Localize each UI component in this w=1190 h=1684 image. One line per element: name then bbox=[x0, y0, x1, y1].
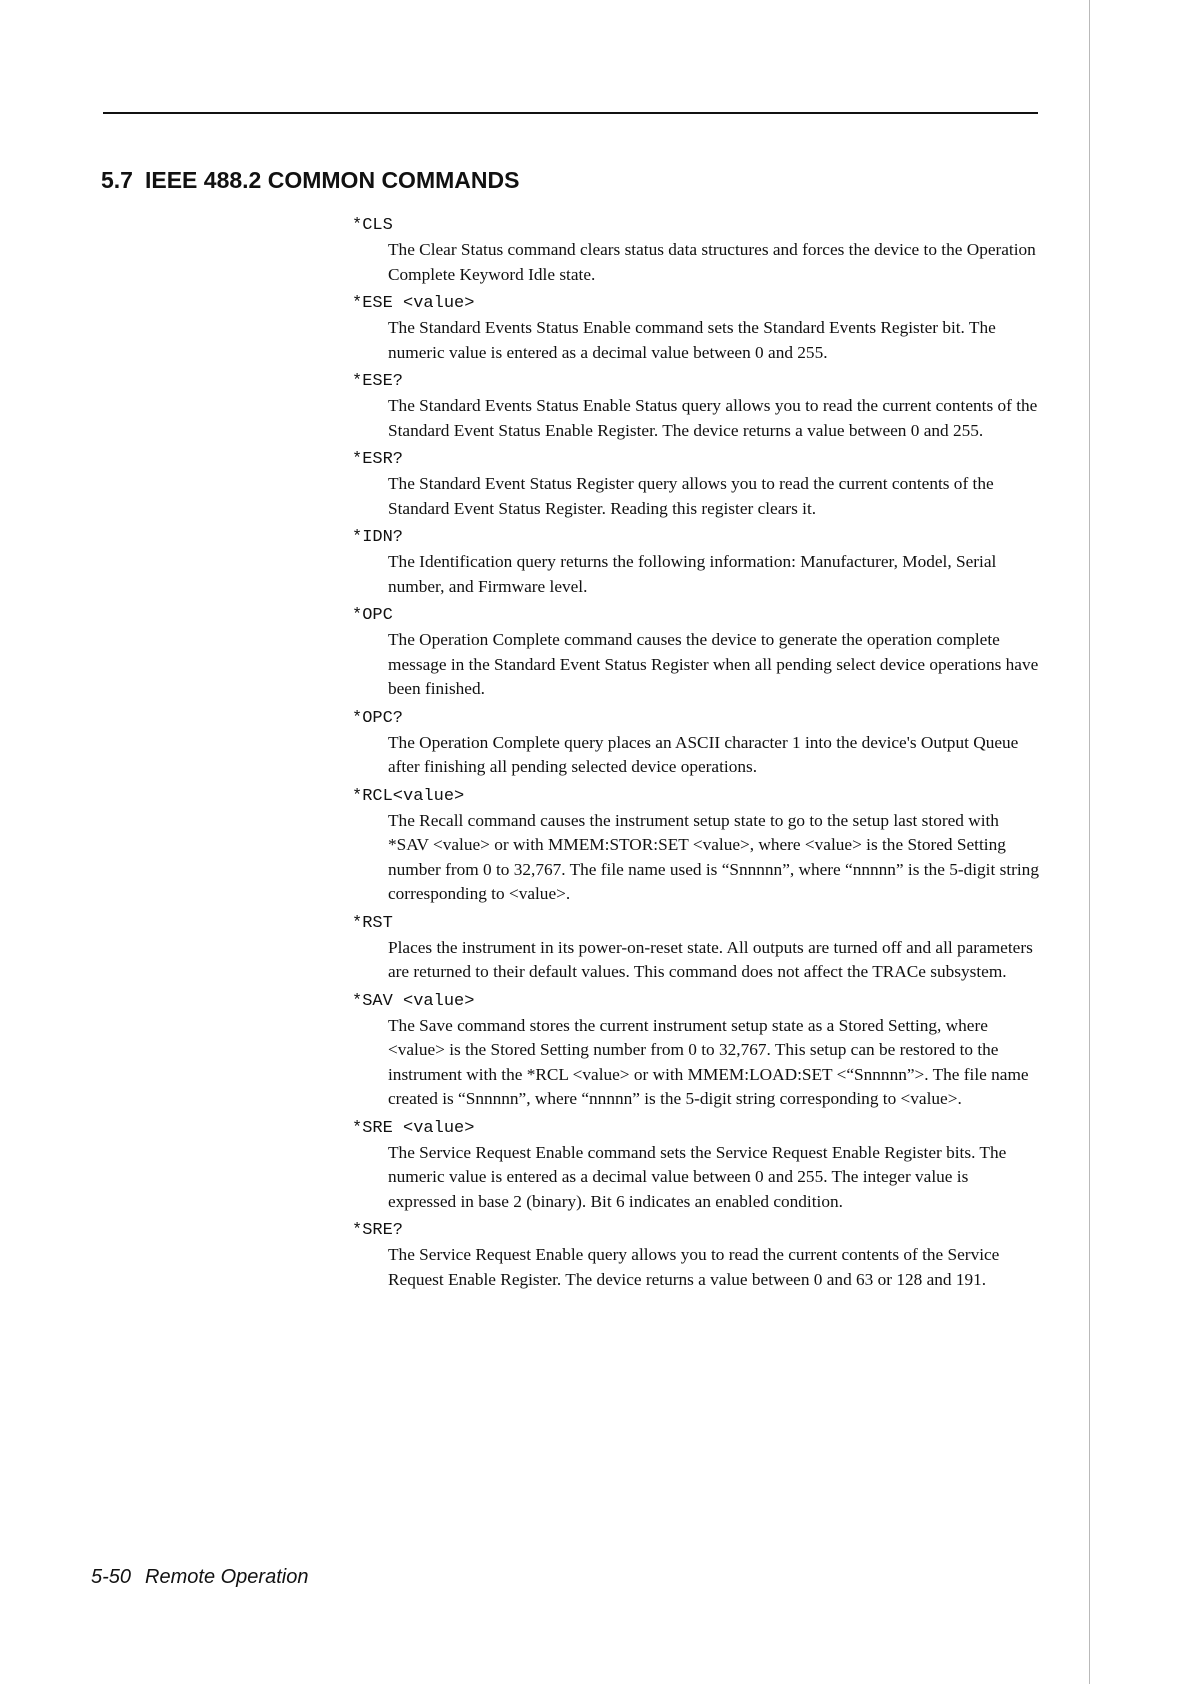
command-entry bbox=[352, 990, 1052, 1112]
command-name: *SAV <value> bbox=[352, 991, 475, 1011]
command-name: *ESE? bbox=[352, 372, 404, 391]
command-entry bbox=[352, 1117, 1052, 1215]
command-name: *CLS bbox=[352, 216, 393, 235]
command-description: Places the instrument in its power-on-reset state. All outputs are turned off and all parameters are returned to their default values. This command does not affect the TRACe subsystem. bbox=[388, 937, 1033, 981]
page-footer bbox=[91, 1566, 308, 1589]
command-description: The Standard Event Status Register query allows you to read the current contents of the Standard Event Status Register. Reading this register clears it. bbox=[388, 474, 994, 518]
command-entry bbox=[352, 292, 1052, 365]
command-description: The Service Request Enable command sets the Service Request Enable Register bits. The numeric value is entered as a decimal value between 0 and 255. The integer value is expressed in base 2 (binary). Bit 6 indicates an enabled condition. bbox=[388, 1142, 1007, 1211]
command-entry bbox=[352, 707, 1052, 780]
command-description: The Standard Events Status Enable Status query allows you to read the current contents of the Standard Event Status Enable Register. The device returns a value between 0 and 255. bbox=[388, 396, 1038, 440]
command-description: The Identification query returns the following information: Manufacturer, Model, Serial number, and Firmware level. bbox=[388, 552, 997, 596]
command-name: *ESR? bbox=[352, 450, 404, 469]
command-name: *SRE <value> bbox=[352, 1118, 475, 1138]
command-description: The Service Request Enable query allows you to read the current contents of the Service Request Enable Register. The device returns a value between 0 and 63 or 128 and 191. bbox=[388, 1245, 1000, 1289]
command-description: The Operation Complete query places an ASCII character 1 into the device's Output Queue after finishing all pending selected device operations. bbox=[388, 732, 1019, 776]
command-description: The Recall command causes the instrument setup state to go to the setup last stored with *SAV <value> or with MMEM:STOR:SET <value>, where <value> is the Stored Setting number from 0 to 32,767. The file name used is “Snnnnn”, where “nnnnn” is the 5-digit string corresponding to <value>. bbox=[388, 810, 1039, 903]
section-number: 5.7 bbox=[101, 167, 133, 193]
command-entry bbox=[352, 526, 1052, 599]
command-name: *RCL<value> bbox=[352, 786, 465, 806]
command-description: The Standard Events Status Enable command sets the Standard Events Register bit. The numeric value is entered as a decimal value between 0 and 255. bbox=[388, 318, 996, 362]
command-name: *IDN? bbox=[352, 528, 404, 547]
command-entry bbox=[352, 370, 1052, 443]
scan-edge-line bbox=[1089, 0, 1090, 1684]
command-name: *ESE <value> bbox=[352, 294, 475, 313]
command-entry bbox=[352, 214, 1052, 287]
page-number: 5-50 bbox=[91, 1566, 132, 1588]
command-description: The Save command stores the current instrument setup state as a Stored Setting, where <value> is the Stored Setting number from 0 to 32,767. This setup can be restored to the instrument with the *RCL <value> or with MMEM:LOAD:SET <“Snnnnn”>. The file name created is “Snnnnn”, where “nnnnn” is the 5-digit string corresponding to <value>. bbox=[388, 1015, 1029, 1108]
chapter-title: Remote Operation bbox=[145, 1566, 309, 1588]
command-list bbox=[352, 214, 1052, 1297]
command-description: The Operation Complete command causes the device to generate the operation complete message in the Standard Event Status Register when all pending select device operations have been finished. bbox=[388, 630, 1039, 698]
section-heading bbox=[101, 167, 519, 194]
command-description: The Clear Status command clears status data structures and forces the device to the Operation Complete Keyword Idle state. bbox=[388, 240, 1036, 284]
command-name: *OPC? bbox=[352, 708, 404, 728]
command-entry bbox=[352, 912, 1052, 985]
top-rule bbox=[103, 112, 1038, 114]
command-name: *OPC bbox=[352, 606, 393, 625]
command-name: *RST bbox=[352, 913, 393, 933]
command-name: *SRE? bbox=[352, 1221, 404, 1240]
command-entry bbox=[352, 785, 1052, 907]
command-entry bbox=[352, 604, 1052, 702]
command-entry bbox=[352, 448, 1052, 521]
command-entry bbox=[352, 1219, 1052, 1292]
section-title: IEEE 488.2 COMMON COMMANDS bbox=[144, 167, 520, 193]
